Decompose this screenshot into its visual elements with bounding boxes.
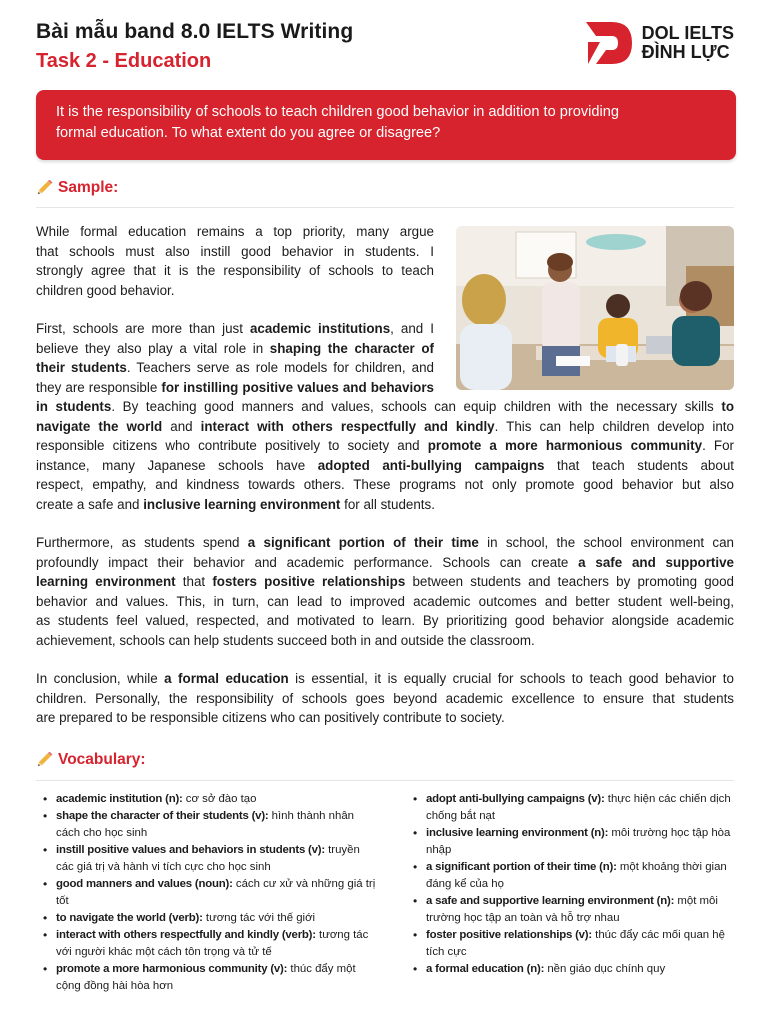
brand-name <box>642 24 734 62</box>
vocabulary-list-left <box>40 791 380 995</box>
vocab-item: • foster positive relationships (v): thúc đẩy các mối quan hệ tích cực <box>410 927 736 961</box>
divider <box>36 207 734 208</box>
text-line: instance, many Japanese schools have adopted anti-bullying campaigns that teach students about <box>36 457 734 473</box>
vocabulary-list-right <box>410 791 736 978</box>
vocabulary-heading <box>36 751 146 769</box>
text-line: are prepared to be responsible citizens who can positively contribute to society. <box>36 710 505 726</box>
text-line: navigate the world and interact with others respectfully and kindly. This can help children develop into <box>36 418 734 434</box>
text-line: as students feel valued, respected, and motivated to learn. By prioritizing good behavior alongside academic <box>36 613 734 629</box>
text-line: learning environment that fosters positive relationships between students and teachers by promoting good <box>36 574 734 590</box>
text-line: children good behavior. <box>36 282 175 298</box>
text-line: that schools must also instill good behavior in students. I <box>36 243 434 259</box>
divider <box>36 780 734 781</box>
task-prompt <box>36 90 736 160</box>
vocab-item: • a safe and supportive learning environment (n): một môi trường học tập an toàn và hỗ trợ nhau <box>410 893 736 927</box>
text-line: responsible citizens who contribute positively to society and promote a more harmonious community. For <box>36 438 734 454</box>
dol-logo-icon <box>582 16 636 70</box>
paragraph-body-1-bottom <box>36 397 734 515</box>
brand-line-2: ĐÌNH LỰC <box>641 42 730 62</box>
text-line: achievement, schools can help students succeed both in and outside the classroom. <box>36 632 535 648</box>
pencil-icon <box>36 180 54 196</box>
page-subtitle: Task 2 - Education <box>36 50 212 72</box>
prompt-line-2: formal education. To what extent do you agree or disagree? <box>56 125 441 141</box>
vocab-item: • a significant portion of their time (n): một khoảng thời gian đáng kể của họ <box>410 859 736 893</box>
text-line: behavior and values. This, in turn, can lead to improved academic outcomes and better student well-being, <box>36 593 734 609</box>
text-line: children. Personally, the responsibility of schools goes beyond academic excellence to ensure that students <box>36 690 734 706</box>
text-line: in students. By teaching good manners and values, schools can equip children with the necessary skills to <box>36 399 734 414</box>
classroom-photo <box>456 226 734 390</box>
vocab-item: • promote a more harmonious community (v): thúc đẩy một cộng đồng hài hòa hơn <box>40 961 380 995</box>
pencil-icon <box>36 752 54 768</box>
paragraph-conclusion <box>36 669 734 728</box>
vocab-item: • good manners and values (noun): cách cư xử và những giá trị tốt <box>40 876 380 910</box>
text-line: believe they also play a vital role in shaping the character of <box>36 340 434 356</box>
text-line: First, schools are more than just academic institutions, and I <box>36 321 434 336</box>
vocab-item: • adopt anti-bullying campaigns (v): thực hiện các chiến dịch chống bắt nạt <box>410 791 736 825</box>
vocabulary-heading-text: Vocabulary: <box>58 751 146 768</box>
text-line: While formal education remains a top priority, many argue <box>36 224 434 239</box>
sample-heading <box>36 179 118 197</box>
paragraph-body-2 <box>36 533 734 651</box>
text-line: respect, empathy, and kindness towards others. These programs not only promote good behavior but also <box>36 477 734 493</box>
vocab-item: • a formal education (n): nền giáo dục chính quy <box>410 961 736 978</box>
paragraph-body-1-top <box>36 319 434 397</box>
vocab-item: • inclusive learning environment (n): môi trường học tập hòa nhập <box>410 825 736 859</box>
text-line: In conclusion, while a formal education is essential, it is equally crucial for schools to teach good behavior to <box>36 671 734 686</box>
text-line: their students. Teachers serve as role models for children, and <box>36 360 434 376</box>
brand-line-1: DOL IELTS <box>641 23 734 43</box>
classroom-photo-illustration <box>456 226 734 390</box>
text-line: strongly agree that it is the responsibility of schools to teach <box>36 263 434 279</box>
vocab-item: • to navigate the world (verb): tương tác với thế giới <box>40 910 380 927</box>
page-header <box>36 20 736 76</box>
text-line: they are responsible for instilling positive values and behaviors <box>36 379 434 395</box>
vocab-item: • interact with others respectfully and kindly (verb): tương tác với người khác một cách tôn trọng và tử tế <box>40 927 380 961</box>
vocab-item: • academic institution (n): cơ sở đào tạo <box>40 791 380 808</box>
prompt-line-1: It is the responsibility of schools to teach children good behavior in addition to providing <box>56 104 620 120</box>
text-line: profoundly impact their behavior and academic performance. Schools can create a safe and supportive <box>36 554 734 570</box>
text-line: create a safe and inclusive learning environment for all students. <box>36 496 435 512</box>
text-line: Furthermore, as students spend a significant portion of their time in school, the school environment can <box>36 535 734 550</box>
vocab-item: • instill positive values and behaviors in students (v): truyền các giá trị và hành vi tích cực cho học sinh <box>40 842 380 876</box>
brand <box>582 16 734 70</box>
page-title: Bài mẫu band 8.0 IELTS Writing <box>36 20 354 43</box>
vocab-item: • shape the character of their students (v): hình thành nhân cách cho học sinh <box>40 808 380 842</box>
paragraph-intro <box>36 222 434 300</box>
sample-heading-text: Sample: <box>58 179 119 196</box>
